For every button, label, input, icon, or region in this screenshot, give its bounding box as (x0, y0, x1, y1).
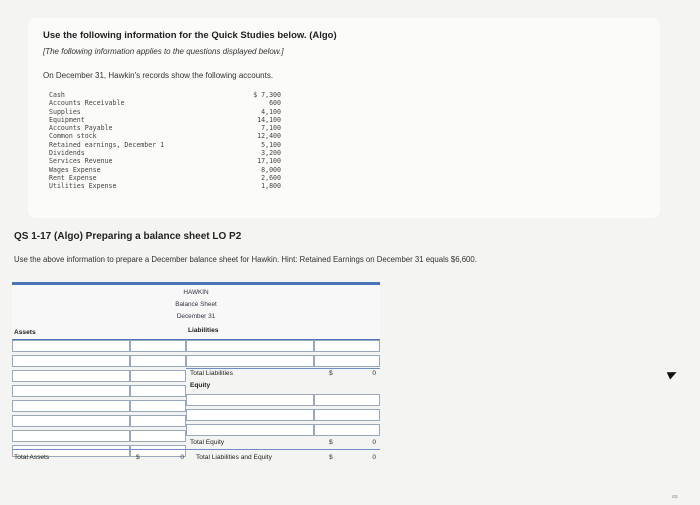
account-name: Cash (49, 91, 65, 99)
asset-value-input[interactable] (130, 430, 186, 442)
intro-title: Use the following information for the Quick Studies below. (Algo) (43, 30, 337, 41)
liability-name-input[interactable] (186, 340, 314, 352)
equity-label: Equity (190, 382, 211, 389)
asset-value-input[interactable] (130, 355, 186, 367)
link-icon: ∞ (672, 492, 678, 501)
balance-sheet (12, 282, 380, 470)
account-value: 8,000 (261, 165, 281, 174)
account-value: 7,100 (261, 124, 281, 133)
liability-value-input[interactable] (314, 355, 380, 367)
total-assets-label: Total Assets (14, 454, 50, 461)
divider (12, 449, 380, 450)
total-le-value: 0 (372, 454, 376, 461)
account-name: Retained earnings, December 1 (49, 140, 165, 149)
mouse-cursor-icon (667, 368, 679, 379)
account-name: Services Revenue (49, 157, 113, 166)
total-liabilities-value: 0 (372, 370, 376, 377)
asset-value-input[interactable] (130, 415, 186, 427)
account-value: 1,800 (261, 182, 281, 191)
account-name: Equipment (49, 115, 85, 124)
asset-name-input[interactable] (12, 385, 130, 397)
divider (186, 368, 380, 369)
total-liabilities-equity-label: Total Liabilities and Equity (196, 454, 272, 461)
equity-value-input[interactable] (314, 409, 380, 421)
total-liabilities-dollar: $ (329, 370, 333, 377)
company-name: HAWKIN (183, 289, 209, 296)
account-value: 14,100 (257, 115, 281, 124)
liability-value-input[interactable] (314, 340, 380, 352)
account-name: Rent Expense (49, 173, 97, 182)
asset-value-input[interactable] (130, 340, 186, 352)
total-liabilities-label: Total Liabilities (190, 370, 233, 377)
equity-name-input[interactable] (186, 424, 314, 436)
account-name: Utilities Expense (49, 182, 117, 191)
asset-value-input[interactable] (130, 385, 186, 397)
total-le-dollar: $ (329, 454, 333, 461)
account-name: Common stock (49, 132, 97, 141)
account-value: 3,200 (261, 149, 281, 158)
total-assets-dollar: $ (136, 454, 140, 461)
equity-value-input[interactable] (314, 394, 380, 406)
asset-value-input[interactable] (130, 370, 186, 382)
total-assets-value: 0 (180, 454, 184, 461)
account-value: 2,600 (261, 173, 281, 182)
liabilities-label: Liabilities (188, 327, 219, 334)
assets-label: Assets (14, 329, 36, 336)
account-value: 12,400 (257, 132, 281, 141)
account-value: 600 (269, 99, 281, 108)
account-value: 17,100 (257, 157, 281, 166)
equity-name-input[interactable] (186, 394, 314, 406)
asset-name-input[interactable] (12, 370, 130, 382)
asset-name-input[interactable] (12, 415, 130, 427)
intro-text: On December 31, Hawkin's records show the following accounts. (43, 71, 274, 80)
question-title: QS 1-17 (Algo) Preparing a balance sheet LO P2 (14, 231, 242, 242)
account-name: Accounts Payable (49, 124, 113, 133)
question-text: Use the above information to prepare a December balance sheet for Hawkin. Hint: Retained Earnings on December 31 equals $6,600. (14, 255, 477, 264)
account-name: Accounts Receivable (49, 99, 125, 108)
equity-name-input[interactable] (186, 409, 314, 421)
total-equity-dollar: $ (329, 439, 333, 446)
account-value: 5,100 (261, 140, 281, 149)
liability-name-input[interactable] (186, 355, 314, 367)
asset-name-input[interactable] (12, 400, 130, 412)
intro-note: [The following information applies to the questions displayed below.] (43, 47, 284, 56)
account-values (225, 91, 281, 191)
account-names (49, 91, 209, 191)
statement-name: Balance Sheet (175, 301, 217, 308)
statement-date: December 31 (176, 313, 216, 320)
asset-name-input[interactable] (12, 430, 130, 442)
asset-value-input[interactable] (130, 400, 186, 412)
equity-value-input[interactable] (314, 424, 380, 436)
total-equity-value: 0 (372, 439, 376, 446)
asset-name-input[interactable] (12, 340, 130, 352)
account-value: 4,100 (261, 107, 281, 116)
account-value: $ 7,300 (253, 91, 281, 99)
total-equity-label: Total Equity (190, 439, 225, 446)
asset-name-input[interactable] (12, 355, 130, 367)
account-name: Supplies (49, 107, 81, 116)
account-name: Wages Expense (49, 165, 101, 174)
account-name: Dividends (49, 149, 85, 158)
